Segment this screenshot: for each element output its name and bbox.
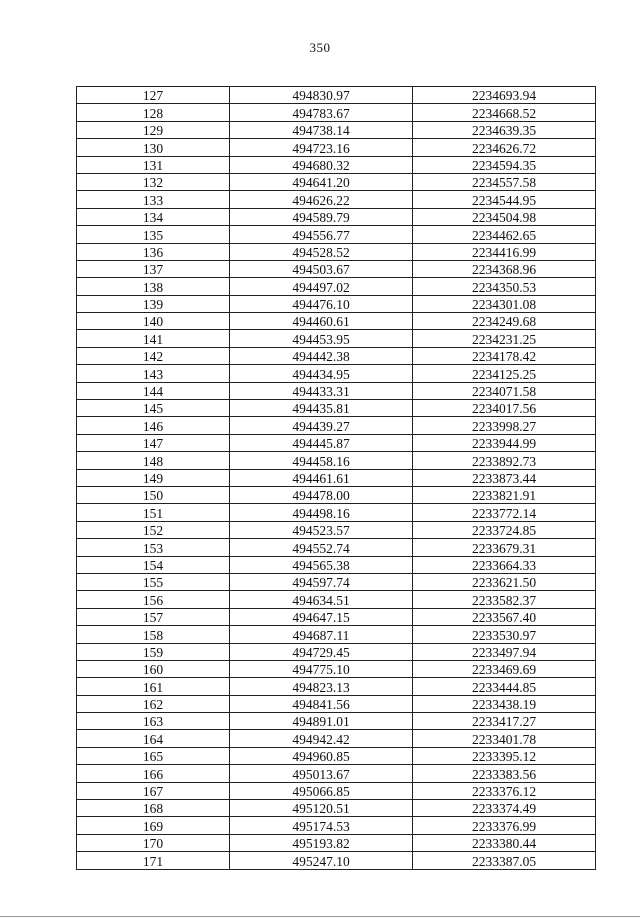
- point-number-cell: 145: [77, 400, 230, 417]
- x-coordinate-cell: 494634.51: [230, 591, 413, 608]
- x-coordinate-cell: 494476.10: [230, 295, 413, 312]
- y-coordinate-cell: 2233944.99: [413, 434, 596, 451]
- table-row: [77, 226, 596, 243]
- point-number-cell: 154: [77, 556, 230, 573]
- y-coordinate-cell: 2233530.97: [413, 626, 596, 643]
- x-coordinate-cell: 494687.11: [230, 626, 413, 643]
- y-coordinate-cell: 2233497.94: [413, 643, 596, 660]
- y-coordinate-cell: 2234668.52: [413, 104, 596, 121]
- y-coordinate-cell: 2233664.33: [413, 556, 596, 573]
- x-coordinate-cell: 494723.16: [230, 139, 413, 156]
- table-row: [77, 104, 596, 121]
- point-number-cell: 137: [77, 260, 230, 277]
- point-number-cell: 130: [77, 139, 230, 156]
- y-coordinate-cell: 2234544.95: [413, 191, 596, 208]
- table-row: [77, 243, 596, 260]
- x-coordinate-cell: 495174.53: [230, 817, 413, 834]
- point-number-cell: 156: [77, 591, 230, 608]
- x-coordinate-cell: 494841.56: [230, 695, 413, 712]
- x-coordinate-cell: 494641.20: [230, 173, 413, 190]
- x-coordinate-cell: 494775.10: [230, 660, 413, 677]
- point-number-cell: 149: [77, 469, 230, 486]
- x-coordinate-cell: 494435.81: [230, 400, 413, 417]
- y-coordinate-cell: 2233582.37: [413, 591, 596, 608]
- point-number-cell: 140: [77, 313, 230, 330]
- table-row: [77, 313, 596, 330]
- point-number-cell: 136: [77, 243, 230, 260]
- x-coordinate-cell: 494445.87: [230, 434, 413, 451]
- y-coordinate-cell: 2234626.72: [413, 139, 596, 156]
- x-coordinate-cell: 494626.22: [230, 191, 413, 208]
- point-number-cell: 135: [77, 226, 230, 243]
- table-row: [77, 626, 596, 643]
- x-coordinate-cell: 494433.31: [230, 382, 413, 399]
- x-coordinate-cell: 494556.77: [230, 226, 413, 243]
- point-number-cell: 147: [77, 434, 230, 451]
- y-coordinate-cell: 2234557.58: [413, 173, 596, 190]
- point-number-cell: 153: [77, 539, 230, 556]
- y-coordinate-cell: 2233679.31: [413, 539, 596, 556]
- point-number-cell: 159: [77, 643, 230, 660]
- point-number-cell: 139: [77, 295, 230, 312]
- table-row: [77, 800, 596, 817]
- x-coordinate-cell: 495066.85: [230, 782, 413, 799]
- point-number-cell: 143: [77, 365, 230, 382]
- x-coordinate-cell: 494498.16: [230, 504, 413, 521]
- y-coordinate-cell: 2234594.35: [413, 156, 596, 173]
- table-row: [77, 765, 596, 782]
- x-coordinate-cell: 494589.79: [230, 208, 413, 225]
- y-coordinate-cell: 2233380.44: [413, 834, 596, 851]
- point-number-cell: 133: [77, 191, 230, 208]
- y-coordinate-cell: 2234639.35: [413, 121, 596, 138]
- x-coordinate-cell: 494458.16: [230, 452, 413, 469]
- page-bottom-edge: [0, 916, 640, 917]
- point-number-cell: 167: [77, 782, 230, 799]
- y-coordinate-cell: 2233892.73: [413, 452, 596, 469]
- x-coordinate-cell: 494478.00: [230, 486, 413, 503]
- table-row: [77, 452, 596, 469]
- point-number-cell: 150: [77, 486, 230, 503]
- coordinates-table-body: [77, 87, 596, 870]
- y-coordinate-cell: 2234301.08: [413, 295, 596, 312]
- x-coordinate-cell: 494942.42: [230, 730, 413, 747]
- table-row: [77, 695, 596, 712]
- y-coordinate-cell: 2233395.12: [413, 747, 596, 764]
- table-row: [77, 556, 596, 573]
- table-row: [77, 365, 596, 382]
- y-coordinate-cell: 2233376.12: [413, 782, 596, 799]
- point-number-cell: 128: [77, 104, 230, 121]
- table-row: [77, 573, 596, 590]
- point-number-cell: 146: [77, 417, 230, 434]
- y-coordinate-cell: 2234462.65: [413, 226, 596, 243]
- y-coordinate-cell: 2233417.27: [413, 713, 596, 730]
- x-coordinate-cell: 494439.27: [230, 417, 413, 434]
- x-coordinate-cell: 494680.32: [230, 156, 413, 173]
- y-coordinate-cell: 2234231.25: [413, 330, 596, 347]
- table-row: [77, 330, 596, 347]
- point-number-cell: 151: [77, 504, 230, 521]
- y-coordinate-cell: 2234504.98: [413, 208, 596, 225]
- point-number-cell: 138: [77, 278, 230, 295]
- point-number-cell: 166: [77, 765, 230, 782]
- y-coordinate-cell: 2233724.85: [413, 521, 596, 538]
- point-number-cell: 132: [77, 173, 230, 190]
- table-row: [77, 156, 596, 173]
- y-coordinate-cell: 2233821.91: [413, 486, 596, 503]
- y-coordinate-cell: 2234416.99: [413, 243, 596, 260]
- table-row: [77, 643, 596, 660]
- table-row: [77, 521, 596, 538]
- x-coordinate-cell: 494960.85: [230, 747, 413, 764]
- table-row: [77, 713, 596, 730]
- y-coordinate-cell: 2233998.27: [413, 417, 596, 434]
- table-row: [77, 173, 596, 190]
- table-row: [77, 504, 596, 521]
- y-coordinate-cell: 2233873.44: [413, 469, 596, 486]
- x-coordinate-cell: 494565.38: [230, 556, 413, 573]
- y-coordinate-cell: 2233772.14: [413, 504, 596, 521]
- point-number-cell: 162: [77, 695, 230, 712]
- point-number-cell: 165: [77, 747, 230, 764]
- table-row: [77, 139, 596, 156]
- table-row: [77, 400, 596, 417]
- x-coordinate-cell: 494434.95: [230, 365, 413, 382]
- table-row: [77, 260, 596, 277]
- table-row: [77, 121, 596, 138]
- y-coordinate-cell: 2233374.49: [413, 800, 596, 817]
- y-coordinate-cell: 2234017.56: [413, 400, 596, 417]
- table-row: [77, 747, 596, 764]
- table-row: [77, 782, 596, 799]
- x-coordinate-cell: 494597.74: [230, 573, 413, 590]
- y-coordinate-cell: 2234071.58: [413, 382, 596, 399]
- table-row: [77, 434, 596, 451]
- x-coordinate-cell: 495193.82: [230, 834, 413, 851]
- table-row: [77, 539, 596, 556]
- x-coordinate-cell: 494830.97: [230, 87, 413, 104]
- x-coordinate-cell: 494461.61: [230, 469, 413, 486]
- table-row: [77, 678, 596, 695]
- y-coordinate-cell: 2234368.96: [413, 260, 596, 277]
- table-row: [77, 417, 596, 434]
- table-row: [77, 347, 596, 364]
- point-number-cell: 127: [77, 87, 230, 104]
- y-coordinate-cell: 2234693.94: [413, 87, 596, 104]
- x-coordinate-cell: 495013.67: [230, 765, 413, 782]
- x-coordinate-cell: 495247.10: [230, 852, 413, 869]
- x-coordinate-cell: 495120.51: [230, 800, 413, 817]
- y-coordinate-cell: 2234125.25: [413, 365, 596, 382]
- table-row: [77, 382, 596, 399]
- point-number-cell: 158: [77, 626, 230, 643]
- y-coordinate-cell: 2234350.53: [413, 278, 596, 295]
- table-row: [77, 730, 596, 747]
- point-number-cell: 141: [77, 330, 230, 347]
- point-number-cell: 161: [77, 678, 230, 695]
- table-row: [77, 87, 596, 104]
- x-coordinate-cell: 494729.45: [230, 643, 413, 660]
- table-row: [77, 486, 596, 503]
- point-number-cell: 160: [77, 660, 230, 677]
- y-coordinate-cell: 2233376.99: [413, 817, 596, 834]
- table-row: [77, 817, 596, 834]
- point-number-cell: 134: [77, 208, 230, 225]
- point-number-cell: 155: [77, 573, 230, 590]
- x-coordinate-cell: 494503.67: [230, 260, 413, 277]
- y-coordinate-cell: 2233387.05: [413, 852, 596, 869]
- point-number-cell: 168: [77, 800, 230, 817]
- y-coordinate-cell: 2233444.85: [413, 678, 596, 695]
- table-row: [77, 834, 596, 851]
- point-number-cell: 142: [77, 347, 230, 364]
- point-number-cell: 148: [77, 452, 230, 469]
- table-row: [77, 469, 596, 486]
- table-row: [77, 208, 596, 225]
- x-coordinate-cell: 494442.38: [230, 347, 413, 364]
- x-coordinate-cell: 494523.57: [230, 521, 413, 538]
- point-number-cell: 164: [77, 730, 230, 747]
- y-coordinate-cell: 2233469.69: [413, 660, 596, 677]
- y-coordinate-cell: 2234178.42: [413, 347, 596, 364]
- y-coordinate-cell: 2233567.40: [413, 608, 596, 625]
- x-coordinate-cell: 494823.13: [230, 678, 413, 695]
- x-coordinate-cell: 494647.15: [230, 608, 413, 625]
- x-coordinate-cell: 494552.74: [230, 539, 413, 556]
- x-coordinate-cell: 494453.95: [230, 330, 413, 347]
- x-coordinate-cell: 494460.61: [230, 313, 413, 330]
- x-coordinate-cell: 494783.67: [230, 104, 413, 121]
- y-coordinate-cell: 2233621.50: [413, 573, 596, 590]
- coordinates-table: [76, 86, 596, 870]
- point-number-cell: 129: [77, 121, 230, 138]
- point-number-cell: 131: [77, 156, 230, 173]
- y-coordinate-cell: 2233438.19: [413, 695, 596, 712]
- x-coordinate-cell: 494497.02: [230, 278, 413, 295]
- x-coordinate-cell: 494738.14: [230, 121, 413, 138]
- point-number-cell: 163: [77, 713, 230, 730]
- point-number-cell: 171: [77, 852, 230, 869]
- point-number-cell: 170: [77, 834, 230, 851]
- table-row: [77, 660, 596, 677]
- page-number: 350: [309, 40, 331, 55]
- table-row: [77, 191, 596, 208]
- y-coordinate-cell: 2233383.56: [413, 765, 596, 782]
- y-coordinate-cell: 2234249.68: [413, 313, 596, 330]
- point-number-cell: 169: [77, 817, 230, 834]
- table-row: [77, 852, 596, 869]
- y-coordinate-cell: 2233401.78: [413, 730, 596, 747]
- table-row: [77, 608, 596, 625]
- table-row: [77, 278, 596, 295]
- point-number-cell: 144: [77, 382, 230, 399]
- point-number-cell: 152: [77, 521, 230, 538]
- table-row: [77, 591, 596, 608]
- x-coordinate-cell: 494528.52: [230, 243, 413, 260]
- point-number-cell: 157: [77, 608, 230, 625]
- x-coordinate-cell: 494891.01: [230, 713, 413, 730]
- table-row: [77, 295, 596, 312]
